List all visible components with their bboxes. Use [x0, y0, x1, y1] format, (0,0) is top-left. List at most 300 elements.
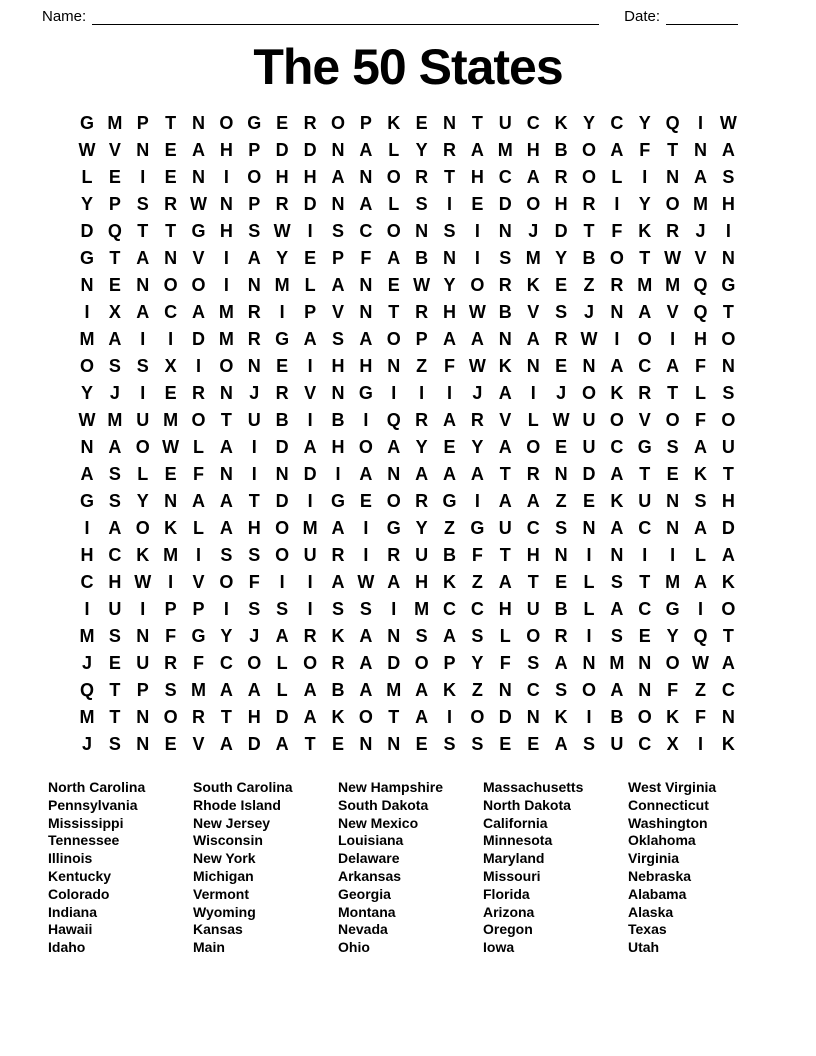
header-row [42, 6, 738, 26]
grid-letter: A [610, 356, 624, 376]
grid-letter: A [359, 680, 373, 700]
grid-letter: H [526, 545, 540, 565]
grid-letter: N [136, 140, 150, 160]
grid-letter: K [694, 464, 708, 484]
grid-letter: N [80, 275, 94, 295]
grid-letter: A [136, 302, 150, 322]
grid-letter: B [331, 410, 345, 430]
grid-letter: I [335, 464, 341, 484]
grid-letter: O [665, 194, 680, 214]
word-list-item: Illinois [48, 850, 93, 867]
grid-letter: I [307, 599, 313, 619]
grid-letter: K [387, 113, 401, 133]
grid-letter: A [219, 491, 233, 511]
grid-row [73, 596, 743, 623]
grid-letter: O [219, 356, 234, 376]
grid-letter: J [472, 383, 483, 403]
grid-letter: I [447, 383, 453, 403]
grid-letter: I [586, 626, 592, 646]
grid-row [73, 164, 743, 191]
grid-letter: O [191, 410, 206, 430]
grid-letter: N [554, 545, 568, 565]
grid-letter: E [527, 734, 540, 754]
word-list-item: New Hampshire [338, 779, 444, 795]
grid-letter: S [471, 626, 484, 646]
grid-letter: T [388, 707, 400, 727]
word-list-column [483, 779, 628, 957]
grid-letter: N [387, 626, 401, 646]
grid-letter: M [218, 329, 234, 349]
grid-row [73, 110, 743, 137]
grid-letter: E [555, 275, 568, 295]
grid-letter: N [694, 140, 708, 160]
name-label: Name: [42, 8, 87, 25]
grid-letter: W [190, 194, 207, 214]
grid-letter: F [499, 653, 511, 673]
grid-letter: A [638, 302, 652, 322]
grid-letter: I [530, 383, 536, 403]
word-list-item: Massachusetts [483, 779, 584, 795]
word-list-item: Virginia [628, 850, 680, 867]
word-list-item: Idaho [48, 939, 86, 956]
grid-letter: G [470, 518, 485, 538]
grid-letter: M [218, 302, 234, 322]
grid-letter: Q [79, 680, 94, 700]
grid-letter: C [443, 599, 457, 619]
grid-letter: N [192, 113, 205, 133]
grid-letter: I [698, 599, 704, 619]
grid-letter: I [474, 491, 480, 511]
grid-letter: U [415, 545, 429, 565]
grid-letter: E [164, 734, 177, 754]
grid-letter: P [248, 194, 261, 214]
grid-letter: I [223, 248, 229, 268]
grid-letter: A [415, 680, 429, 700]
grid-letter: K [554, 113, 568, 133]
grid-letter: Y [582, 113, 595, 133]
word-list-item: West Virginia [628, 779, 717, 795]
grid-letter: C [638, 518, 652, 538]
grid-letter: M [274, 275, 290, 295]
grid-letter: O [414, 653, 429, 673]
grid-letter: C [80, 572, 94, 592]
grid-letter: T [722, 626, 734, 646]
grid-letter: N [610, 545, 624, 565]
grid-letter: S [555, 518, 568, 538]
grid-row [73, 515, 743, 542]
word-list-column [338, 779, 483, 957]
grid-letter: I [279, 302, 285, 322]
word-list [48, 779, 816, 957]
grid-letter: A [526, 329, 540, 349]
grid-letter: R [192, 383, 205, 403]
grid-letter: P [415, 329, 428, 349]
grid-letter: E [415, 734, 428, 754]
grid-letter: E [164, 140, 177, 160]
grid-letter: S [108, 356, 121, 376]
grid-letter: U [136, 653, 150, 673]
grid-letter: N [136, 626, 150, 646]
grid-letter: A [359, 464, 373, 484]
grid-letter: F [193, 653, 204, 673]
grid-letter: M [525, 248, 541, 268]
grid-letter: R [498, 275, 512, 295]
grid-row [73, 299, 743, 326]
grid-letter: V [331, 302, 344, 322]
grid-letter: A [443, 410, 457, 430]
word-list-item: Wyoming [193, 903, 256, 920]
grid-row [73, 488, 743, 515]
grid-letter: T [165, 113, 177, 133]
grid-letter: I [642, 545, 648, 565]
grid-letter: D [554, 221, 568, 241]
grid-letter: Y [415, 437, 428, 457]
grid-letter: C [638, 599, 652, 619]
grid-letter: Q [693, 302, 708, 322]
grid-letter: N [498, 680, 512, 700]
grid-letter: S [136, 194, 149, 214]
word-list-item: New Jersey [193, 814, 271, 831]
grid-letter: L [193, 437, 204, 457]
grid-letter: O [247, 653, 262, 673]
grid-letter: D [582, 464, 596, 484]
grid-letter: L [137, 464, 149, 484]
grid-letter: S [276, 599, 289, 619]
grid-letter: O [581, 680, 596, 700]
grid-letter: C [164, 302, 178, 322]
grid-letter: M [107, 410, 123, 430]
grid-letter: R [666, 221, 680, 241]
grid-letter: R [554, 167, 568, 187]
grid-letter: O [526, 194, 541, 214]
grid-letter: N [359, 734, 373, 754]
grid-letter: S [555, 302, 568, 322]
word-list-item: Kansas [193, 921, 243, 938]
grid-letter: G [79, 113, 94, 133]
grid-letter: R [331, 653, 345, 673]
grid-letter: F [248, 572, 260, 592]
grid-letter: A [415, 464, 429, 484]
grid-letter: N [415, 221, 429, 241]
grid-letter: R [303, 113, 317, 133]
grid-letter: A [526, 491, 540, 511]
grid-letter: C [610, 113, 624, 133]
grid-letter: N [359, 275, 373, 295]
grid-letter: R [638, 383, 652, 403]
grid-letter: V [192, 572, 205, 592]
grid-letter: S [331, 221, 344, 241]
grid-letter: E [555, 356, 568, 376]
grid-letter: L [193, 518, 204, 538]
grid-letter: D [721, 518, 735, 538]
grid-letter: W [664, 248, 682, 268]
grid-letter: L [499, 626, 511, 646]
grid-letter: V [108, 140, 121, 160]
word-list-column [48, 779, 193, 957]
grid-letter: H [721, 194, 735, 214]
grid-letter: A [610, 518, 624, 538]
grid-letter: O [330, 113, 345, 133]
grid-letter: E [359, 491, 372, 511]
grid-letter: N [638, 680, 652, 700]
grid-letter: M [79, 626, 95, 646]
grid-letter: O [163, 275, 178, 295]
grid-letter: P [108, 194, 121, 214]
grid-letter: Y [415, 140, 428, 160]
grid-letter: U [136, 410, 150, 430]
grid-letter: C [638, 356, 652, 376]
word-list-item: Maryland [483, 850, 545, 867]
grid-letter: C [638, 734, 652, 754]
grid-letter: S [471, 734, 484, 754]
grid-letter: E [555, 572, 568, 592]
grid-letter: A [359, 653, 373, 673]
grid-letter: I [698, 734, 704, 754]
grid-letter: F [471, 545, 483, 565]
grid-letter: E [164, 464, 177, 484]
word-list-item: California [483, 814, 548, 831]
grid-letter: E [443, 437, 456, 457]
grid-letter: A [610, 599, 624, 619]
grid-letter: A [666, 356, 680, 376]
grid-letter: T [667, 140, 679, 160]
grid-letter: D [303, 194, 317, 214]
grid-letter: A [694, 437, 708, 457]
grid-letter: H [526, 140, 540, 160]
grid-letter: K [526, 275, 540, 295]
grid-letter: O [721, 410, 736, 430]
grid-letter: S [722, 383, 735, 403]
grid-letter: S [108, 626, 121, 646]
grid-letter: I [474, 248, 480, 268]
grid-letter: N [498, 221, 512, 241]
grid-letter: N [219, 464, 233, 484]
grid-letter: U [721, 437, 735, 457]
grid-letter: W [719, 113, 737, 133]
grid-letter: E [164, 383, 177, 403]
grid-letter: T [444, 167, 456, 187]
grid-letter: N [247, 275, 261, 295]
grid-letter: N [331, 140, 345, 160]
word-list-item: Oklahoma [628, 832, 696, 849]
grid-letter: S [220, 545, 233, 565]
grid-letter: O [386, 491, 401, 511]
grid-letter: J [109, 383, 120, 403]
word-list-item: Kentucky [48, 867, 112, 884]
grid-letter: O [665, 410, 680, 430]
grid-letter: Y [666, 626, 679, 646]
word-list-item: Tennessee [48, 832, 120, 849]
grid-letter: A [192, 302, 205, 322]
grid-letter: R [247, 329, 261, 349]
grid-letter: N [80, 437, 94, 457]
grid-letter: Z [555, 491, 567, 511]
grid-letter: M [163, 545, 179, 565]
grid-letter: S [443, 734, 456, 754]
grid-letter: R [610, 275, 624, 295]
grid-letter: C [498, 167, 512, 187]
grid-letter: A [721, 140, 735, 160]
grid-letter: I [223, 599, 229, 619]
grid-letter: A [498, 491, 512, 511]
grid-letter: T [639, 572, 651, 592]
grid-letter: W [580, 329, 598, 349]
grid-letter: L [695, 383, 707, 403]
grid-row [73, 569, 743, 596]
grid-letter: C [359, 221, 373, 241]
letter-grid [73, 110, 743, 758]
grid-letter: L [304, 275, 316, 295]
word-list-item: Texas [628, 921, 667, 938]
grid-letter: L [695, 545, 707, 565]
grid-letter: D [275, 491, 289, 511]
grid-letter: D [192, 329, 205, 349]
grid-letter: O [386, 329, 401, 349]
grid-letter: S [555, 680, 568, 700]
grid-letter: O [470, 707, 485, 727]
grid-letter: N [526, 707, 540, 727]
grid-letter: G [79, 491, 94, 511]
grid-letter: I [363, 518, 369, 538]
grid-letter: A [610, 680, 624, 700]
grid-letter: U [582, 410, 596, 430]
grid-letter: A [554, 653, 568, 673]
grid-letter: J [249, 626, 260, 646]
grid-letter: M [107, 113, 123, 133]
grid-letter: Y [443, 275, 456, 295]
grid-letter: I [140, 329, 146, 349]
grid-row [73, 326, 743, 353]
grid-letter: P [304, 302, 317, 322]
grid-letter: N [136, 275, 150, 295]
grid-letter: O [609, 248, 624, 268]
grid-letter: N [666, 518, 680, 538]
grid-letter: N [582, 518, 596, 538]
grid-letter: E [108, 167, 121, 187]
grid-letter: T [109, 680, 121, 700]
grid-letter: K [610, 491, 624, 511]
word-list-item: Rhode Island [193, 796, 281, 813]
grid-letter: I [391, 383, 397, 403]
grid-row [73, 650, 743, 677]
grid-letter: W [134, 572, 152, 592]
grid-letter: E [108, 275, 121, 295]
grid-letter: B [331, 680, 345, 700]
grid-letter: N [359, 167, 373, 187]
grid-letter: N [331, 383, 345, 403]
grid-letter: P [136, 680, 149, 700]
grid-letter: O [526, 437, 541, 457]
grid-letter: A [498, 437, 512, 457]
grid-letter: A [247, 680, 261, 700]
grid-letter: S [108, 491, 121, 511]
grid-letter: A [694, 167, 708, 187]
grid-letter: E [666, 464, 679, 484]
grid-letter: C [470, 599, 484, 619]
word-list-column [193, 779, 338, 957]
grid-letter: N [554, 464, 568, 484]
grid-letter: O [637, 329, 652, 349]
grid-letter: P [192, 599, 205, 619]
grid-letter: Z [583, 275, 595, 295]
grid-letter: M [665, 572, 681, 592]
grid-letter: L [81, 167, 93, 187]
grid-row [73, 137, 743, 164]
grid-letter: T [639, 248, 651, 268]
grid-letter: A [219, 680, 233, 700]
grid-letter: R [415, 167, 429, 187]
grid-letter: D [303, 140, 317, 160]
grid-letter: R [554, 626, 568, 646]
grid-letter: Q [665, 113, 680, 133]
grid-letter: E [415, 113, 428, 133]
grid-letter: N [164, 248, 178, 268]
grid-letter: D [498, 194, 512, 214]
grid-letter: T [248, 491, 260, 511]
grid-letter: C [526, 113, 540, 133]
grid-letter: J [583, 302, 594, 322]
grid-letter: Y [80, 383, 93, 403]
grid-letter: U [498, 518, 512, 538]
grid-letter: X [666, 734, 679, 754]
grid-letter: E [555, 437, 568, 457]
grid-letter: V [638, 410, 651, 430]
word-list-item: South Carolina [193, 779, 293, 795]
word-list-item: New Mexico [338, 814, 419, 831]
grid-letter: A [694, 518, 708, 538]
grid-letter: V [499, 410, 512, 430]
grid-letter: K [638, 221, 652, 241]
grid-letter: I [307, 410, 313, 430]
grid-letter: U [108, 599, 122, 619]
grid-letter: E [387, 275, 400, 295]
grid-letter: W [552, 410, 570, 430]
grid-row [73, 407, 743, 434]
grid-letter: N [247, 356, 261, 376]
grid-letter: Z [471, 572, 483, 592]
word-list-item: Pennsylvania [48, 796, 138, 813]
grid-letter: Y [555, 248, 568, 268]
grid-letter: K [164, 518, 178, 538]
grid-row [73, 623, 743, 650]
grid-letter: K [136, 545, 150, 565]
grid-letter: A [498, 383, 512, 403]
grid-letter: N [387, 464, 401, 484]
grid-letter: U [638, 491, 652, 511]
grid-letter: S [499, 248, 512, 268]
grid-letter: I [196, 545, 202, 565]
grid-letter: R [387, 545, 401, 565]
grid-letter: K [721, 572, 735, 592]
grid-letter: I [586, 707, 592, 727]
word-list-item: Michigan [193, 867, 254, 884]
grid-letter: O [386, 221, 401, 241]
grid-letter: M [637, 275, 653, 295]
grid-letter: N [443, 113, 457, 133]
grid-letter: A [275, 734, 289, 754]
grid-letter: D [275, 707, 289, 727]
grid-letter: H [247, 707, 261, 727]
grid-letter: D [275, 437, 289, 457]
grid-letter: N [136, 734, 150, 754]
word-list-item: Utah [628, 939, 660, 956]
grid-letter: O [358, 707, 373, 727]
grid-row [73, 218, 743, 245]
grid-letter: N [387, 734, 401, 754]
grid-letter: D [80, 221, 94, 241]
word-list-item: Delaware [338, 850, 400, 867]
word-list-item: Minnesota [483, 832, 553, 849]
